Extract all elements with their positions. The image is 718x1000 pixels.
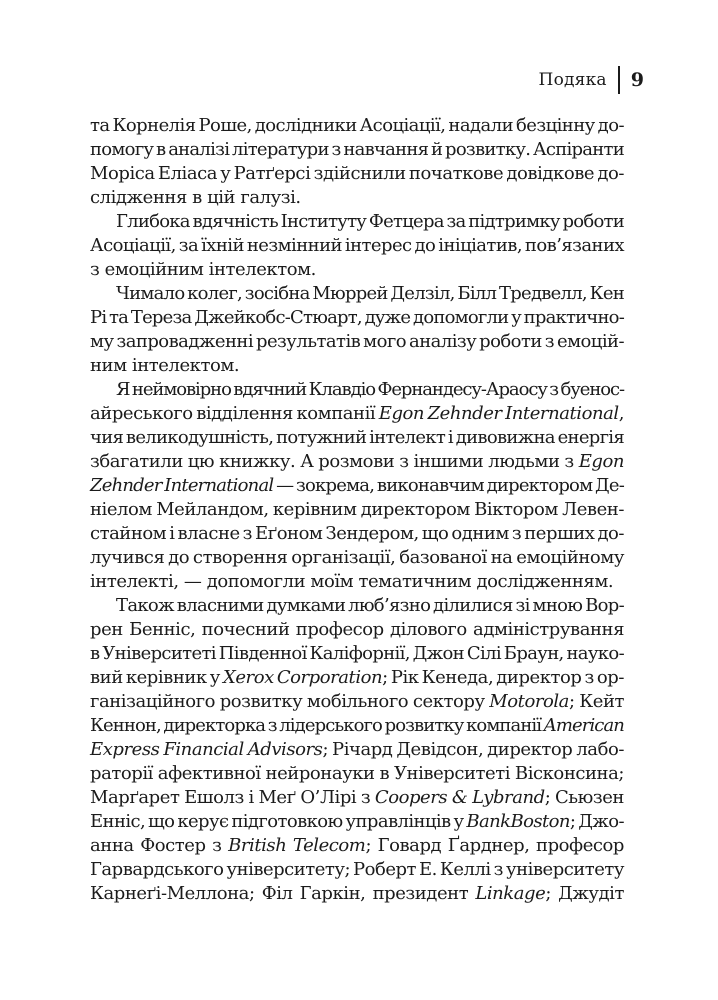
text-run: ганізаційного розвитку мобільного сектору — [90, 691, 490, 712]
text-run: слідження в цій галузі. — [90, 187, 301, 208]
text-line-runs — [116, 283, 624, 304]
text-line — [90, 858, 624, 882]
text-line — [90, 762, 624, 786]
text-line — [90, 498, 624, 522]
text-run: ; Сьюзен — [544, 787, 624, 808]
text-run: Я неймовірно вдячний Клавдіо Фернандесу-Араосу з буенос- — [116, 379, 624, 400]
text-run: з емоційним інтелектом. — [90, 259, 316, 280]
text-line-runs — [90, 307, 624, 328]
text-line-runs — [90, 235, 624, 256]
text-line — [90, 258, 624, 282]
text-run: раторії афективної нейронауки в Університеті Вісконсина; — [90, 763, 624, 784]
text-line — [90, 642, 624, 666]
text-run: ним інтелектом. — [90, 355, 240, 376]
text-line — [90, 522, 624, 546]
text-line — [90, 354, 624, 378]
text-line — [90, 474, 624, 498]
text-run: му запровадженні результатів мого аналізу роботи з емоцій- — [90, 331, 624, 352]
text-run: помогу в аналізі літератури з навчання й розвитку. Аспіранти — [90, 139, 624, 160]
text-line-runs — [90, 523, 624, 544]
text-line-runs — [90, 403, 624, 424]
text-line-runs — [90, 715, 624, 736]
page-body — [90, 114, 624, 906]
text-run: ; Річард Девідсон, директор лабо- — [322, 739, 624, 760]
text-line — [90, 186, 624, 210]
running-header — [90, 64, 644, 96]
text-line-runs — [90, 547, 624, 568]
text-line — [90, 738, 624, 762]
text-line-runs — [90, 763, 624, 784]
header-divider — [618, 66, 620, 94]
text-run: Енніс, що керує підготовкою управлінців у — [90, 811, 467, 832]
text-run: ; Джудіт — [545, 883, 624, 904]
text-line-runs — [90, 883, 624, 904]
text-run: ; Рік Кенеда, директор з ор- — [382, 667, 625, 688]
text-line-runs — [90, 451, 624, 472]
text-run: Карнеґі-Меллона; Філ Гаркін, президент — [90, 883, 476, 904]
text-line-runs — [90, 355, 239, 376]
text-run: рен Бенніс, почесний професор ділового адміністрування — [90, 619, 624, 640]
text-line-runs — [116, 211, 624, 232]
text-line-runs — [90, 619, 624, 640]
text-line-runs — [90, 571, 613, 592]
text-run: Глибока вдячність Інституту Фетцера за підтримку роботи — [116, 211, 624, 232]
text-line-runs — [90, 499, 624, 520]
text-run-italic: British Telecom — [228, 835, 366, 856]
section-title: Подяка — [538, 70, 607, 90]
text-line-runs — [90, 787, 624, 808]
text-line-runs — [90, 475, 624, 496]
text-run: ніелом Мейландом, керівним директором Віктором Левен- — [90, 499, 624, 520]
text-run: ; Кейт — [568, 691, 625, 712]
text-run: айреського відділення компанії — [90, 403, 379, 424]
text-run: ; Джо- — [569, 811, 624, 832]
text-line — [90, 882, 624, 906]
text-line-runs — [116, 595, 624, 616]
text-run: вий керівник у — [90, 667, 223, 688]
text-run-italic: Egon — [578, 451, 624, 472]
text-line-runs — [90, 427, 624, 448]
text-run: в Університеті Південної Каліфорнії, Джон Сілі Браун, науко- — [90, 643, 624, 664]
text-run: анна Фостер з — [90, 835, 229, 856]
text-line-runs — [90, 811, 624, 832]
text-run-italic: BankBoston — [466, 811, 570, 832]
text-run: Кеннон, директорка з лідерського розвитку компанії — [90, 715, 544, 736]
text-run: інтелекті, — допомогли моїм тематичним дослідженням. — [90, 571, 614, 592]
text-run: чия великодушність, потужний інтелект і дивовижна енергія — [90, 427, 624, 448]
text-line-runs — [90, 163, 624, 184]
text-line — [90, 210, 624, 234]
text-run: Марґарет Ешолз і Меґ О’Лірі з — [90, 787, 375, 808]
text-run-italic: Coopers & Lybrand — [374, 787, 545, 808]
text-line-runs — [90, 187, 301, 208]
paragraph — [90, 282, 624, 378]
text-line — [90, 810, 624, 834]
text-run: Рі та Тереза Джейкобс-Стюарт, дуже допомогли у практично- — [90, 307, 624, 328]
text-line — [90, 594, 624, 618]
text-line — [90, 426, 624, 450]
text-line — [90, 306, 624, 330]
page-number: 9 — [630, 69, 644, 91]
text-run-italic: Express Financial Advisors — [90, 739, 323, 760]
text-run: Моріса Еліаса у Ратґерсі здійснили початкове довідкове до- — [90, 163, 624, 184]
text-run: Також власними думками люб’язно ділилися зі мною Вор- — [116, 595, 625, 616]
text-run: лучився до створення організації, базованої на емоційному — [90, 547, 624, 568]
text-line — [90, 834, 624, 858]
text-line-runs — [90, 139, 624, 160]
text-run-italic: Motorola — [489, 691, 569, 712]
text-line — [90, 282, 624, 306]
text-run: , — [618, 403, 624, 424]
text-line — [90, 690, 624, 714]
text-line — [90, 570, 624, 594]
text-run-italic: American — [543, 715, 624, 736]
text-run: ; Говард Ґарднер, професор — [365, 835, 624, 856]
text-line-runs — [116, 379, 624, 400]
text-run: — зокрема, виконавчим директором Де- — [273, 475, 625, 496]
text-line — [90, 114, 624, 138]
text-line-runs — [90, 643, 624, 664]
text-line — [90, 138, 624, 162]
paragraph — [90, 378, 624, 594]
text-line — [90, 402, 624, 426]
text-run: Асоціації, за їхній незмінний інтерес до ініціатив, пов’язаних — [90, 235, 624, 256]
paragraph — [90, 210, 624, 282]
paragraph — [90, 594, 624, 906]
text-run-italic: Linkage — [475, 883, 546, 904]
text-line-runs — [90, 691, 624, 712]
paragraph — [90, 114, 624, 210]
text-line — [90, 330, 624, 354]
text-line-runs — [90, 331, 624, 352]
text-run-italic: Egon Zehnder International — [378, 403, 619, 424]
text-line-runs — [90, 259, 316, 280]
text-run: збагатили цю книжку. А розмови з іншими людьми з — [90, 451, 579, 472]
text-line-runs — [90, 859, 624, 880]
text-run: стайном і власне з Еґоном Зендером, що одним з перших до- — [90, 523, 624, 544]
text-line — [90, 666, 624, 690]
text-line — [90, 450, 624, 474]
text-line — [90, 234, 624, 258]
text-run-italic: Zehnder International — [90, 475, 274, 496]
text-line — [90, 786, 624, 810]
text-line — [90, 162, 624, 186]
text-line-runs — [90, 667, 624, 688]
text-line — [90, 378, 624, 402]
text-line-runs — [90, 739, 624, 760]
text-run: та Корнелія Роше, дослідники Асоціації, надали безцінну до- — [90, 115, 625, 136]
text-line-runs — [90, 835, 624, 856]
text-run: Гарвардського університету; Роберт Е. Келлі з університету — [90, 859, 624, 880]
text-line — [90, 714, 624, 738]
text-line — [90, 618, 624, 642]
text-line — [90, 546, 624, 570]
text-line-runs — [90, 115, 624, 136]
text-run: Чимало колег, зосібна Мюррей Делзіл, Білл Тредвелл, Кен — [116, 283, 624, 304]
text-run-italic: Xerox Corporation — [223, 667, 383, 688]
